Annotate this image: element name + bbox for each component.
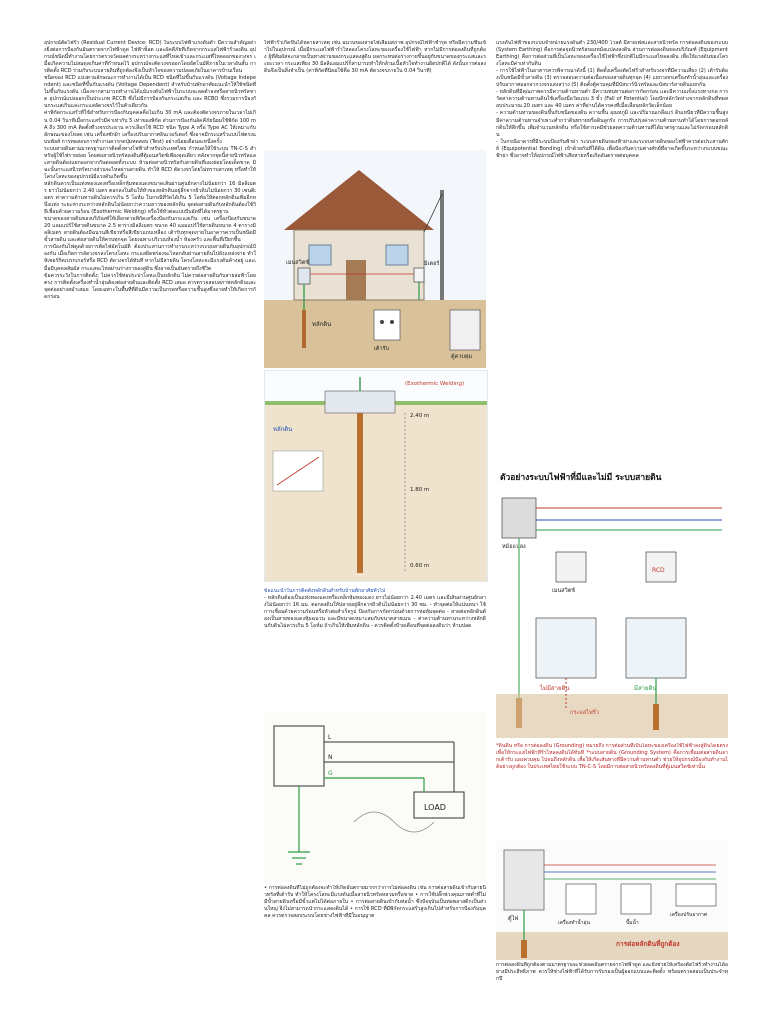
label-transformer: หม้อแปลง [502, 544, 526, 550]
ground-rod-diagram [264, 370, 488, 582]
paragraph: ชนิดของ RCD แบ่งตามลักษณะการทำงานได้เป็น RCD ชนิดที่ไม่ขึ้นกับแรงดัน (Voltage Independent) และชนิดที่ขึ้นกับแรงดัน (Voltage Dependent) สำหรับบ้านพักอาศัยแนะนำให้ใช้ชนิดที่ไม่ขึ้นกับแรงดัน เนื่องจากสามารถทำงานได้แม้แรงดันไฟฟ้าในระบบจะลดต่ำลงหรือสายนิวทรัลขาด อุปกรณ์แบ่งออกเป็นประเภท RCCB ซึ่งไม่มีการป้องกันกระแสเกิน และ RCBO ซึ่งรวมการป้องกันกระแสเกินและกระแสลัดวงจรไว้ในตัวเดียวกัน [44, 75, 256, 110]
label-neutral: N [328, 754, 333, 761]
label-pump: ปั๊มน้ำ [626, 920, 639, 926]
label-panel: ตู้ไฟ [508, 916, 519, 922]
label-with-ground: มีสายดิน [634, 685, 657, 692]
grounding-comparison-figure [496, 468, 728, 738]
label-heater: เครื่องทำน้ำอุ่น [558, 920, 590, 926]
label-no-ground: ไม่มีสายดิน [540, 685, 570, 692]
paragraph: แรงดันไฟฟ้าของระบบจำหน่ายแรงดันต่ำ 230/400 โวลต์ มีสายเฟสและสายนิวทรัล การต่อลงดินของระบบ (System Earthing) คือการต่อจุดนิวทรัลของหม้อแปลงลงดิน ส่วนการต่อลงดินของบริภัณฑ์ (Equipment Earthing) คือการต่อส่วนที่เป็นโลหะของเครื่องใช้ไฟฟ้าซึ่งปกติไม่มีกระแสไหลลงดิน เพื่อให้แรงดันของโครงโลหะมีค่าเท่ากับดิน [496, 40, 728, 68]
paragraph: - ความต้านทานของดินขึ้นกับชนิดของดิน ความชื้น อุณหภูมิ และปริมาณเกลือแร่ ดินเหนียวที่มีความชื้นสูงมีค่าความต้านทานจำเพาะต่ำกว่าดินทรายหรือดินลูกรัง การปรับปรุงค่าความต้านทานทำได้โดยการตอกหลักดินให้ลึกขึ้น เพิ่มจำนวนหลักดิน หรือใช้สารเคมีช่วยลดความต้านทานที่ได้มาตรฐานและไม่กัดกร่อนหลักดิน [496, 110, 728, 138]
paragraph: - หลักดินที่มีคุณภาพควรมีความต้านทานต่ำ มีความทนทานต่อการกัดกร่อน และมีความแข็งแรงทางกล การวัดค่าความต้านทานดินใช้เครื่องมือวัดแบบ 3 ขั้ว (Fall of Potential) โดยปักหลักวัดห่างจากหลักดินที่ทดสอบประมาณ 20 เมตร และ 40 เมตร ค่าที่อ่านได้ควรคงที่เมื่อเลื่อนหลักวัดเล็กน้อย [496, 89, 728, 110]
text-column-right-bottom [496, 962, 728, 1008]
label-cabinet: ตู้ควบคุม [451, 354, 473, 360]
label-load: LOAD [424, 803, 446, 812]
paragraph: - ในกรณีอาคารที่มีระบบป้องกันฟ้าผ่า ระบบสายดินของฟ้าผ่าและระบบสายดินของไฟฟ้าควรต่อประสานศักย์ (Equipotential Bonding) เข้าด้วยกันที่ใต้ดิน เพื่อป้องกันความต่างศักย์ที่อาจเกิดขึ้นระหว่างระบบขณะฟ้าผ่า ซึ่งอาจทำให้อุปกรณ์ไฟฟ้าเสียหายหรือเกิดอันตรายต่อบุคคล [496, 138, 728, 159]
house-grounding-diagram [264, 150, 486, 368]
wiring-sketch [264, 712, 486, 882]
paragraph: หลักดินควรเป็นแท่งทองแดงหรือเหล็กหุ้มทองแดงขนาดเส้นผ่านศูนย์กลางไม่น้อยกว่า 16 มิลลิเมตร ยาวไม่น้อยกว่า 2.40 เมตร ตอกลงในดินให้หัวของหลักดินอยู่ลึกจากผิวดินไม่น้อยกว่า 30 เซนติเมตร ค่าความต้านทานดินไม่ควรเกิน 5 โอห์ม ในกรณีที่วัดได้เกิน 5 โอห์มให้ตอกหลักดินเพิ่มอีกหนึ่งแท่ง ระยะห่างระหว่างหลักดินไม่น้อยกว่าความยาวของหลักดิน จุดต่อสายดินกับหลักดินต้องใช้วิธีเชื่อมด้วยความร้อน (Exothermic Welding) หรือใช้หัวต่อแบบบีบอัดที่ได้มาตรฐาน [44, 180, 256, 216]
label-correct-rod: การต่อหลักดินที่ถูกต้อง [616, 940, 680, 948]
paragraph: การป้องกันไฟดูดด้วยการตัดไฟอัตโนมัติ ต้องประสานการทำงานระหว่างระบบสายดินกับอุปกรณ์ป้องกัน เมื่อเกิดการลัดวงจรลงโครงโลหะ กระแสผิดพร่องจะไหลกลับผ่านสายดินไปยังแหล่งจ่าย ทำให้เซอร์กิตเบรกเกอร์หรือ RCD ตัดวงจรได้ทันที หากไม่มีสายดิน โครงโลหะจะมีแรงดันค้างอยู่ และเมื่อมีบุคคลสัมผัส กระแสจะไหลผ่านร่างกายลงสู่ดิน ซึ่งอาจเป็นอันตรายถึงชีวิต [44, 244, 256, 272]
label-depth-mid: 1.80 m [410, 487, 430, 493]
text-column-right-mid [496, 743, 728, 837]
text-column-middle-bottom [264, 885, 486, 1000]
section-heading: ข้อแนะนำในการติดตั้งหลักดินสำหรับบ้านพักอาศัยทั่วไป [264, 588, 386, 594]
paragraph: ค่าพิกัดกระแสรั่วที่ใช้สำหรับการป้องกันบุคคลคือไม่เกิน 30 mA และต้องตัดวงจรภายในเวลาไม่เกิน 0.04 วินาทีเมื่อกระแสรั่วมีค่าเท่ากับ 5 เท่าของพิกัด ส่วนการป้องกันอัคคีภัยนิยมใช้พิกัด 100 mA ถึง 300 mA ติดตั้งที่วงจรประธาน ควรเลือกใช้ RCD ชนิด Type A หรือ Type AC ให้เหมาะกับลักษณะของโหลด เช่น เครื่องซักผ้า เครื่องปรับอากาศอินเวอร์เตอร์ ซึ่งอาจมีกระแสรั่วแบบไฟตรงแบบพัลส์ การทดสอบการทำงานควรกดปุ่มทดสอบ (Test) อย่างน้อยเดือนละหนึ่งครั้ง [44, 110, 256, 145]
label-weld: (Exothermic Welding) [405, 381, 465, 387]
paragraph: *ดินดิน หรือ การต่อลงดิน (Grounding) หมายถึง การต่อส่วนที่เป็นโลหะของเครื่องใช้ไฟฟ้าลงสู่ดินโดยตรง เพื่อให้กระแสไฟฟ้าที่รั่วไหลลงดินได้ทันที *ระบบสายดิน (Grounding System) คือการเชื่อมต่อสายดินจากเต้ารับ แผงควบคุม ไปจนถึงหลักดิน เพื่อให้เกิดเส้นทางที่มีความต้านทานต่ำ ช่วยให้อุปกรณ์ป้องกันทำงานได้อย่างถูกต้อง ในประเทศไทยใช้ระบบ TN-C-S โดยมีการต่อสายนิวทรัลลงดินที่ตู้เมนสวิตช์เท่านั้น [496, 743, 728, 771]
label-depth-bottom: 0.60 m [410, 563, 430, 569]
label-leak-current: กระแสไฟรั่ว [570, 710, 599, 716]
label-ground: G [328, 770, 333, 777]
paragraph: • การต่อลงดินที่ไม่ถูกต้องจะทำให้เกิดอันตรายมากกว่าการไม่ต่อลงดิน เช่น การต่อสายดินเข้ากับสายนิวทรัลที่เต้ารับ ทำให้โครงโลหะมีแรงดันเมื่อสายนิวทรัลหลวมหรือขาด • การใช้ปลั๊กพ่วงคุณภาพต่ำที่ไม่มีขั้วสายดินหรือมีขั้วแต่ไม่ได้ต่อภายใน • การต่อสายดินเข้ากับท่อน้ำ ซึ่งปัจจุบันเป็นท่อพลาสติกเป็นส่วนใหญ่ จึงไม่สามารถนำกระแสลงดินได้ • การใช้ RCD ที่มีพิกัดกระแสรั่วสูงเกินไปสำหรับการป้องกันบุคคล ควรตรวจสอบระบบโดยช่างไฟฟ้าที่มีใบอนุญาต [264, 885, 486, 920]
paragraph: - หลักดินต้องเป็นแท่งทองแดงหรือเหล็กหุ้มทองแดง ยาวไม่น้อยกว่า 2.40 เมตร และมีเส้นผ่านศูนย์กลางไม่น้อยกว่า 16 มม. ตอกลงดินให้ปลายอยู่ลึกจากผิวดินไม่น้อยกว่า 30 ซม. - ทำจุดต่อให้แน่นหนา ใช้การเชื่อมด้วยความร้อนหรือหัวต่อสำเร็จรูป ป้องกันการกัดกร่อนด้วยการห่อหุ้มจุดต่อ - สายต่อหลักดินต้องเป็นสายทองแดงหุ้มฉนวน และมีขนาดเหมาะสมกับขนาดสายเมน - ค่าความต้านทานระหว่างหลักดินกับดินไม่ควรเกิน 5 โอห์ม ถ้าเกินให้เพิ่มหลักดิน - ควรติดตั้งป้ายเตือนที่จุดต่อลงดินว่า ห้ามปลด [264, 595, 486, 630]
paragraph: ขนาดของสายดินของบริภัณฑ์ให้เลือกตามพิกัดเครื่องป้องกันกระแสเกิน เช่น เครื่องป้องกันขนาด 20 แอมแปร์ใช้สายดินขนาด 2.5 ตารางมิลลิเมตร ขนาด 40 แอมแปร์ใช้สายดินขนาด 4 ตารางมิลลิเมตร สายดินต้องมีฉนวนสีเขียวหรือสีเขียวแถบเหลือง เต้ารับทุกจุดภายในอาคารควรเป็นชนิดมีขั้วสายดิน และต่อสายดินให้ครบทุกจุด โดยเฉพาะบริเวณห้องน้ำ ห้องครัว และพื้นที่เปียกชื้น [44, 216, 256, 244]
paragraph: ระบบสายดินตามมาตรฐานการติดตั้งทางไฟฟ้าสำหรับประเทศไทย กำหนดให้ใช้ระบบ TN-C-S สำหรับผู้ใช้ไฟรายย่อย โดยต่อสายนิวทรัลลงดินที่ตู้เมนสวิตช์เพียงจุดเดียว หลังจากจุดนี้สายนิวทรัลและสายดินต้องแยกออกจากกันตลอดทั้งระบบ ห้ามต่อสายนิวทรัลกับสายดินที่แผงย่อยโดยเด็ดขาด มิฉะนั้นกระแสนิวทรัลบางส่วนจะไหลผ่านสายดิน ทำให้ RCD ตัดวงจรโดยไม่ทราบสาเหตุ หรือทำให้โครงโลหะของอุปกรณ์มีแรงดันเกิดขึ้น [44, 145, 256, 180]
label-rod-title: หลักดิน [273, 426, 293, 433]
label-socket: เต้ารับ [374, 346, 389, 352]
text-column-middle-top [264, 40, 486, 148]
paragraph: อุปกรณ์ตัดไฟรั่ว (Residual Current Device: RCD) ในระบบไฟฟ้าแรงดันต่ำ มีความสำคัญอย่างยิ่งต่อการป้องกันอันตรายจากไฟฟ้าดูด ไฟฟ้าช็อต และอัคคีภัยที่เกิดจากกระแสไฟฟ้ารั่วลงดิน อุปกรณ์ชนิดนี้ทำงานโดยการตรวจวัดผลต่างระหว่างกระแสที่ไหลเข้าและกระแสที่ไหลออกของวงจร เมื่อเกิดความไม่สมดุลเกินค่าที่กำหนดไว้ อุปกรณ์จะตัดวงจรออกโดยอัตโนมัติภายในเวลาอันสั้น การติดตั้ง RCD ร่วมกับระบบสายดินที่ถูกต้องจึงเป็นหัวใจของความปลอดภัยในอาคารบ้านเรือน [44, 40, 256, 75]
house-wiring-figure [496, 840, 728, 960]
paragraph: ข้อควรระวังในการติดตั้ง: ไม่ควรใช้ท่อประปาโลหะเป็นหลักดิน ไม่ควรต่อสายดินกับสายล่อฟ้าโดยตรง การติดตั้งเครื่องทำน้ำอุ่นต้องต่อสายดินและติดตั้ง RCD เสมอ ควรตรวจสอบสภาพหลักดินและจุดต่ออย่างสม่ำเสมอ โดยเฉพาะในพื้นที่ที่ดินมีความเป็นกรดหรือความชื้นสูงซึ่งอาจทำให้เกิดการกัดกร่อน [44, 272, 256, 300]
label-rod: หลักดิน [312, 321, 332, 328]
text-column-left [44, 40, 256, 970]
figure-title: ตัวอย่างระบบไฟฟ้าที่มีและไม่มี ระบบสายดิน [500, 473, 662, 483]
label-depth-top: 2.40 m [410, 413, 430, 419]
label-main-switch: เมนสวิตช์ [286, 260, 310, 266]
paragraph: - การใช้ไฟฟ้าในอาคารควรพิจารณาดังนี้ (1) ติดตั้งเครื่องตัดไฟรั่วสำหรับวงจรที่มีความเสี่ยง (2) เต้ารับต้องเป็นชนิดมีขั้วสายดิน (3) ตรวจสอบความต่อเนื่องของสายดินทุกจุด (4) แยกวงจรเครื่องทำน้ำอุ่นและเครื่องปรับอากาศออกจากวงจรแสงสว่าง (5) ติดตั้งตู้ควบคุมที่มีบัสบาร์นิวทรัลและบัสบาร์สายดินแยกกัน [496, 68, 728, 89]
label-ac: เครื่องปรับอากาศ [670, 912, 708, 918]
paragraph: ไฟฟ้ารั่วเกิดขึ้นได้หลายสาเหตุ เช่น ฉนวนของสายไฟเสื่อมสภาพ อุปกรณ์ไฟฟ้าชำรุด หรือมีความชื้นเข้าไปในอุปกรณ์ เมื่อมีกระแสไฟฟ้ารั่วไหลลงโครงโลหะของเครื่องใช้ไฟฟ้า หากไม่มีการต่อลงดินที่ถูกต้อง ผู้ที่สัมผัสจะกลายเป็นทางผ่านของกระแสลงสู่ดิน ผลกระทบต่อร่างกายขึ้นอยู่กับขนาดของกระแสและระยะเวลา กระแสเพียง 30 มิลลิแอมแปร์ก็สามารถทำให้กล้ามเนื้อหัวใจทำงานผิดปกติได้ ดังนั้นการต่อลงดินจึงเป็นสิ่งจำเป็น (ค่าพิกัดที่นิยมใช้คือ 30 mA ตัดวงจรภายใน 0.04 วินาที) [264, 40, 486, 75]
text-column-middle-mid [264, 588, 486, 708]
text-column-right-top [496, 40, 728, 500]
label-main-sw: เมนสวิตช์ [552, 588, 576, 594]
label-line: L [328, 734, 332, 741]
label-rcd: RCD [652, 567, 665, 574]
label-meter: มิเตอร์ [424, 261, 440, 267]
paragraph: การต่อลงดินที่ถูกต้องตามมาตรฐานจะช่วยลดอันตรายจากไฟฟ้าดูด และยังช่วยให้เครื่องตัดไฟรั่วทำงานได้อย่างมีประสิทธิภาพ ควรให้ช่างไฟฟ้าที่ได้รับการรับรองเป็นผู้ออกแบบและติดตั้ง พร้อมตรวจสอบเป็นประจำทุกปี [496, 962, 728, 983]
